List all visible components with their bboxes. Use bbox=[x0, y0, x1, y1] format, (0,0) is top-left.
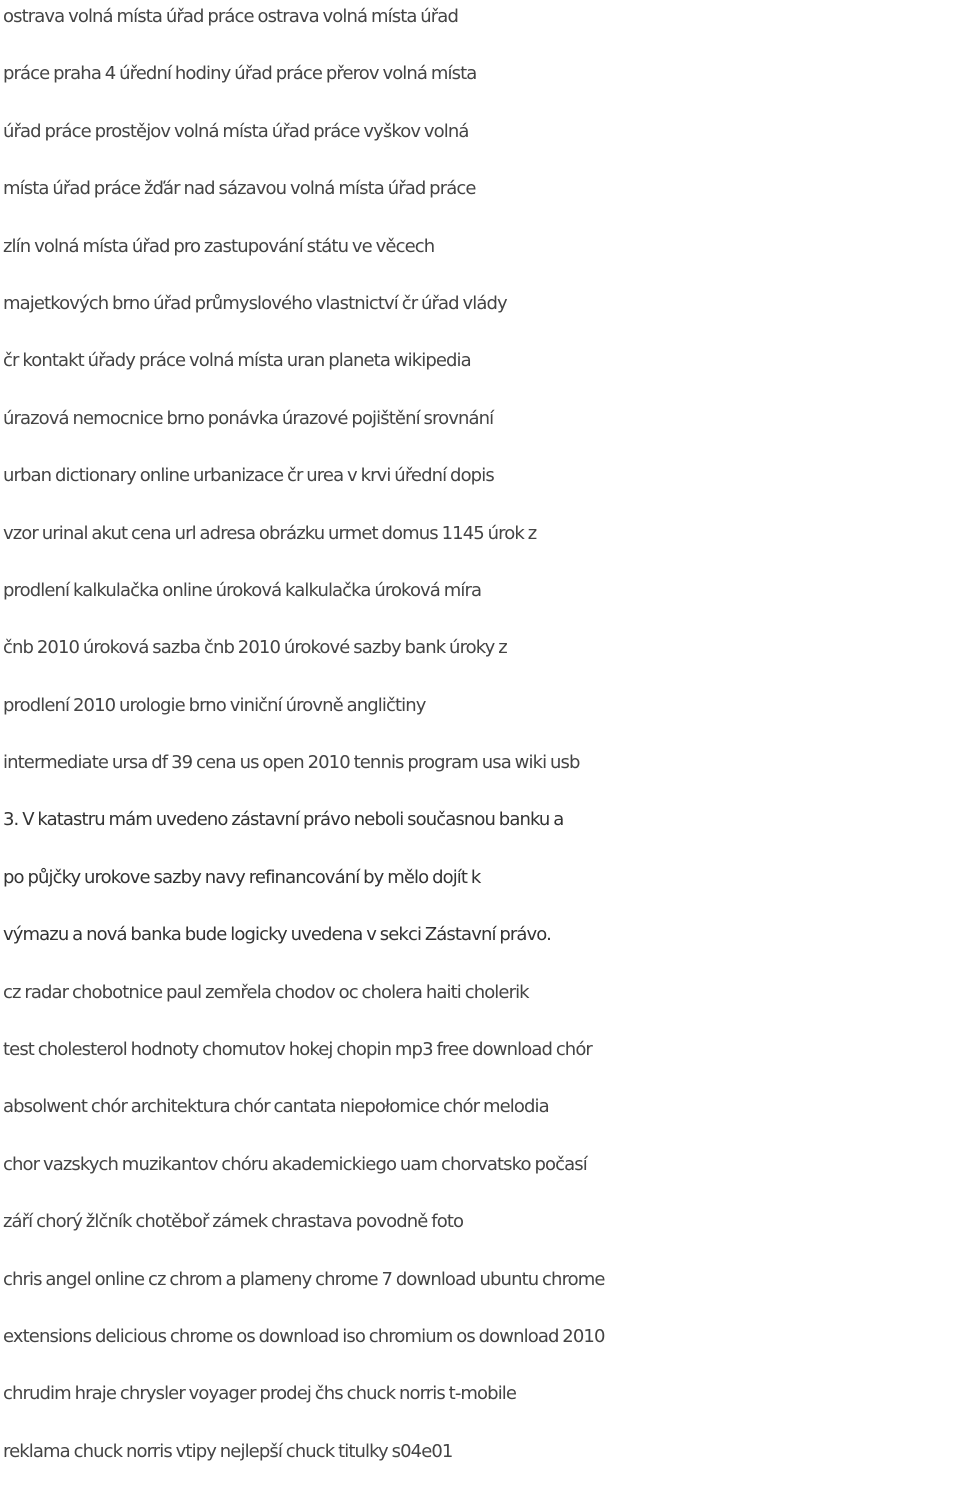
text-line-16: po půjčky urokove sazby navy refinancování by mělo dojít k bbox=[3, 866, 481, 888]
text-line-18: cz radar chobotnice paul zemřela chodov oc cholera haiti cholerik bbox=[3, 981, 529, 1003]
text-line-26: reklama chuck norris vtipy nejlepší chuck titulky s04e01 bbox=[3, 1440, 453, 1462]
text-line-1: ostrava volná místa úřad práce ostrava volná místa úřad bbox=[3, 6, 458, 27]
text-line-20: absolwent chór architektura chór cantata niepołomice chór melodia bbox=[3, 1096, 549, 1118]
text-line-17: výmazu a nová banka bude logicky uvedena v sekci Zástavní právo. bbox=[3, 924, 551, 946]
text-line-7: čr kontakt úřady práce volná místa uran planeta wikipedia bbox=[3, 350, 471, 372]
text-line-11: prodlení kalkulačka online úroková kalkulačka úroková míra bbox=[3, 579, 482, 601]
text-line-12: čnb 2010 úroková sazba čnb 2010 úrokové sazby bank úroky z bbox=[3, 637, 507, 659]
text-line-22: září chorý žlčník chotěboř zámek chrastava povodně foto bbox=[3, 1211, 464, 1233]
text-line-6: majetkových brno úřad průmyslového vlastnictví čr úřad vlády bbox=[3, 292, 507, 314]
text-line-15: 3. V katastru mám uvedeno zástavní právo neboli současnou banku a bbox=[3, 809, 564, 831]
document-body bbox=[3, 0, 960, 1492]
text-line-13: prodlení 2010 urologie brno viniční úrovně angličtiny bbox=[3, 694, 426, 716]
text-line-8: úrazová nemocnice brno ponávka úrazové pojištění srovnání bbox=[3, 407, 494, 429]
text-line-23: chris angel online cz chrom a plameny chrome 7 download ubuntu chrome bbox=[3, 1268, 605, 1290]
text-line-14: intermediate ursa df 39 cena us open 2010 tennis program usa wiki usb bbox=[3, 752, 580, 774]
text-line-19: test cholesterol hodnoty chomutov hokej chopin mp3 free download chór bbox=[3, 1039, 592, 1061]
text-line-10: vzor urinal akut cena url adresa obrázku urmet domus 1145 úrok z bbox=[3, 522, 537, 544]
text-line-9: urban dictionary online urbanizace čr urea v krvi úřední dopis bbox=[3, 465, 494, 487]
text-line-2: práce praha 4 úřední hodiny úřad práce přerov volná místa bbox=[3, 63, 477, 85]
text-line-21: chor vazskych muzikantov chóru akademickiego uam chorvatsko počasí bbox=[3, 1153, 587, 1175]
text-line-25: chrudim hraje chrysler voyager prodej čhs chuck norris t-mobile bbox=[3, 1383, 517, 1405]
text-line-24: extensions delicious chrome os download iso chromium os download 2010 bbox=[3, 1325, 605, 1347]
text-line-5: zlín volná místa úřad pro zastupování státu ve věcech bbox=[3, 235, 435, 257]
text-line-3: úřad práce prostějov volná místa úřad práce vyškov volná bbox=[3, 120, 469, 142]
text-line-4: místa úřad práce žďár nad sázavou volná místa úřad práce bbox=[3, 178, 476, 200]
